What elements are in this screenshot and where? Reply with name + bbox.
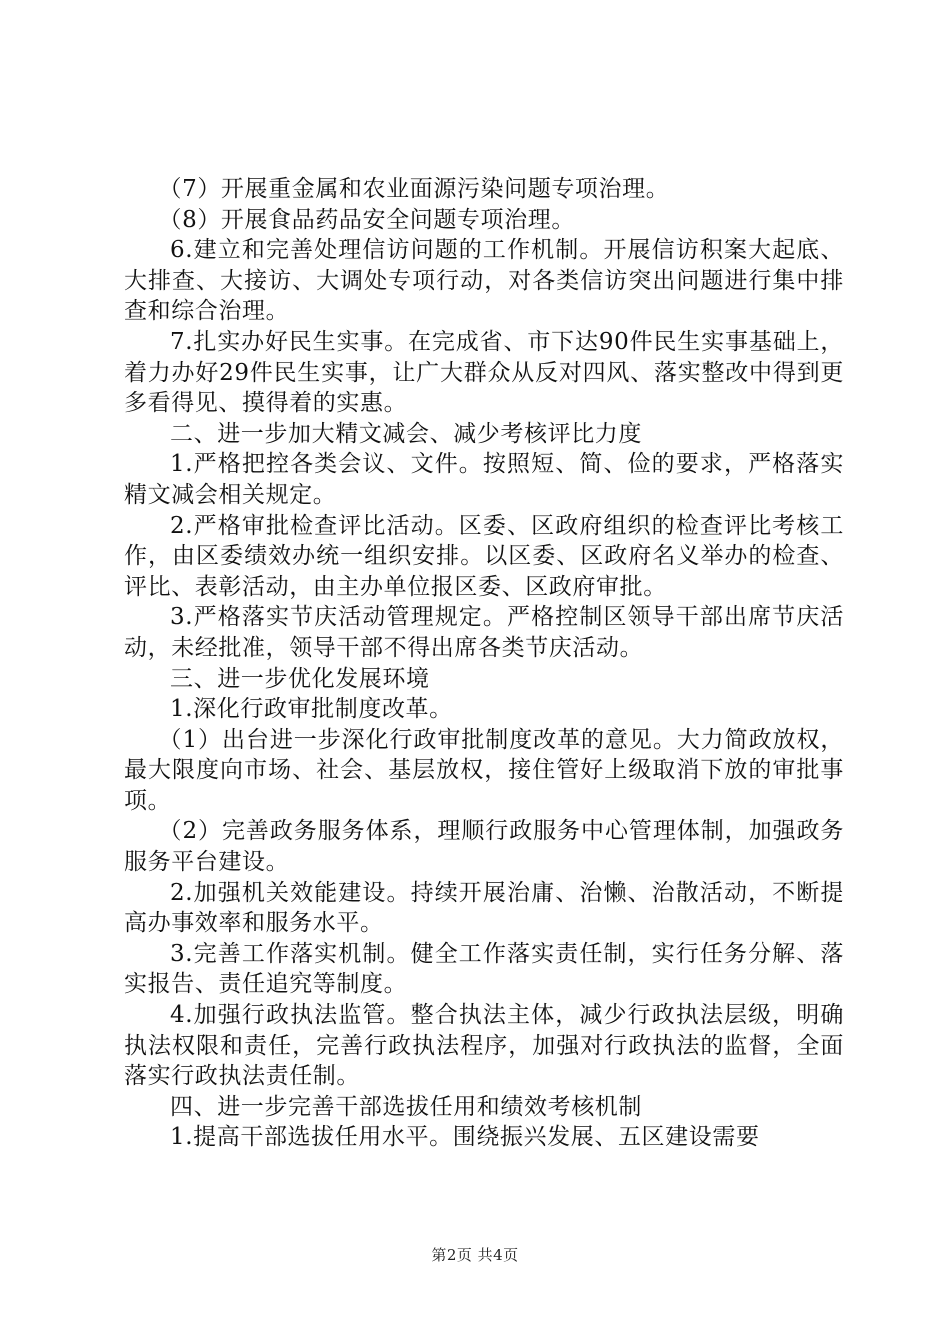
- paragraph-sub-1: （1）出台进一步深化行政审批制度改革的意见。大力简政放权，最大限度向市场、社会、基层放权，接住管好上级取消下放的审批事项。: [124, 726, 844, 814]
- paragraph-petition-mechanism: 6.建立和完善处理信访问题的工作机制。开展信访积案大起底、大排查、大接访、大调处专项行动，对各类信访突出问题进行集中排查和综合治理。: [124, 237, 844, 325]
- paragraph-festivals: 3.严格落实节庆活动管理规定。严格控制区领导干部出席节庆活动，未经批准，领导干部不得出席各类节庆活动。: [124, 604, 844, 661]
- paragraph-cadre-selection: 1.提高干部选拔任用水平。围绕振兴发展、五区建设需要: [170, 1124, 760, 1151]
- section-heading-3: 三、进一步优化发展环境: [170, 665, 430, 692]
- paragraph-sub-2: （2）完善政务服务体系，理顺行政服务中心管理体制，加强政务服务平台建设。: [124, 818, 844, 876]
- paragraph-approval-reform: 1.深化行政审批制度改革。: [170, 696, 453, 723]
- paragraph-item-7: （7）开展重金属和农业面源污染问题专项治理。: [158, 176, 670, 202]
- paragraph-item-8: （8）开展食品药品安全问题专项治理。: [158, 206, 575, 233]
- paragraph-meetings: 1.严格把控各类会议、文件。按照短、简、俭的要求，严格落实精文减会相关规定。: [124, 451, 844, 508]
- section-heading-2: 二、进一步加大精文减会、减少考核评比力度: [170, 420, 642, 447]
- paragraph-implementation: 3.完善工作落实机制。健全工作落实责任制，实行任务分解、落实报告、责任追究等制度。: [124, 940, 844, 998]
- paragraph-inspection: 2.严格审批检查评比活动。区委、区政府组织的检查评比考核工作，由区委绩效办统一组织安排。以区委、区政府名义举办的检查、评比、表彰活动，由主办单位报区委、区政府审批。: [124, 512, 844, 600]
- paragraph-livelihood: 7.扎实办好民生实事。在完成省、市下达90件民生实事基础上，着力办好29件民生实事，让广大群众从反对四风、落实整改中得到更多看得见、摸得着的实惠。: [124, 328, 844, 417]
- document-body: [124, 174, 844, 1153]
- section-heading-4: 四、进一步完善干部选拔任用和绩效考核机制: [170, 1093, 642, 1120]
- page-number-footer: 第2页 共4页: [431, 1246, 519, 1264]
- paragraph-efficiency: 2.加强机关效能建设。持续开展治庸、治懒、治散活动，不断提高办事效率和服务水平。: [124, 879, 844, 937]
- paragraph-enforcement: 4.加强行政执法监管。整合执法主体，减少行政执法层级，明确执法权限和责任，完善行政执法程序，加强对行政执法的监督，全面落实行政执法责任制。: [124, 1002, 844, 1090]
